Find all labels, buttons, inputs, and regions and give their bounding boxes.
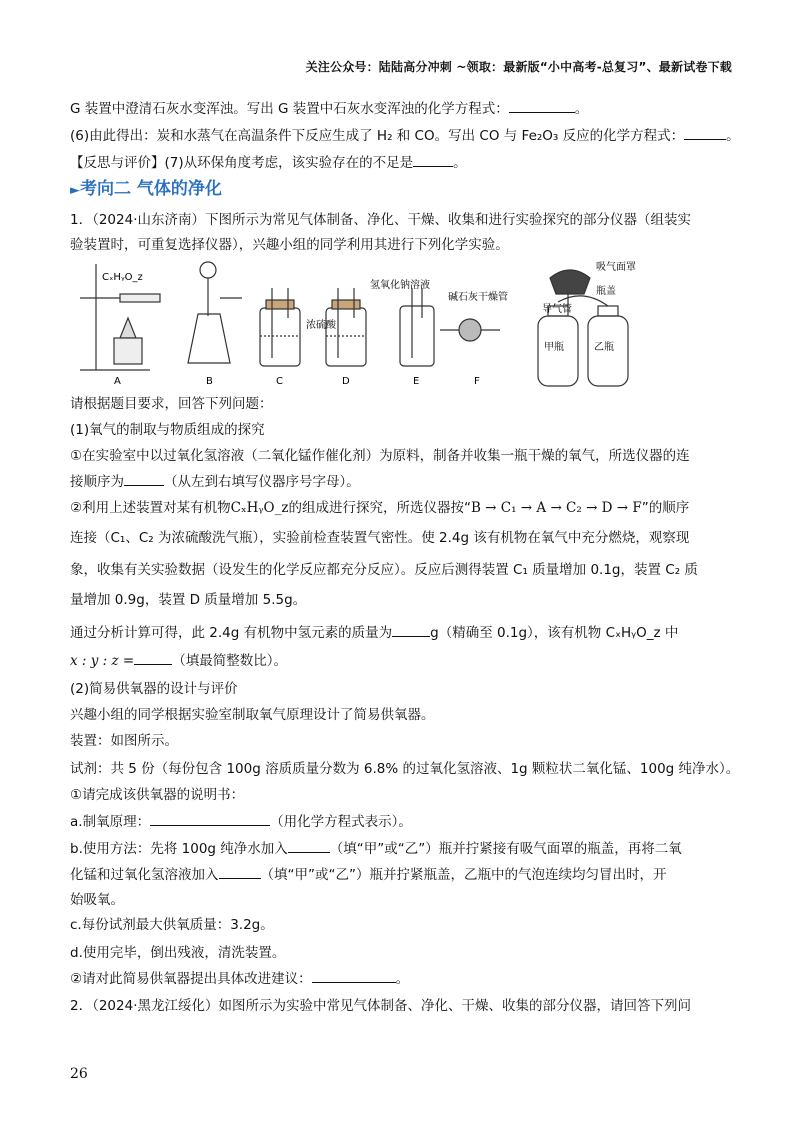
drying-tube-label: 碱石灰干燥管 — [448, 292, 508, 303]
bottle-yi-label: 乙瓶 — [594, 342, 614, 353]
text-line: ②利用上述装置对某有机物CₓHᵧO_z的组成进行探究，所选仪器按“B → C₁ → A → C₂ → D → F”的顺序 — [70, 500, 690, 516]
subpart-heading: (2)简易供氧器的设计与评价 — [70, 681, 238, 697]
cap-label: 瓶盖 — [596, 286, 616, 297]
figure-label-c: C — [276, 376, 283, 387]
text-line: 试剂：共 5 份（每份包含 100g 溶质质量分数为 6.8% 的过氧化氢溶液、1g 颗粒状二氧化锰、100g 纯净水）。 — [70, 761, 740, 777]
text-line: 请根据题目要求，回答下列问题： — [70, 396, 273, 412]
subpart-heading: (1)氧气的制取与物质组成的探究 — [70, 422, 265, 438]
text-line: G 装置中澄清石灰水变浑浊。写出 G 装置中石灰水变浑浊的化学方程式： 。 — [70, 101, 589, 117]
text-line: 连接（C₁、C₂ 为浓硫酸洗气瓶），实验前检查装置气密性。使 2.4g 该有机物在氧气中充分燃烧，观察现 — [70, 530, 690, 546]
text-line: 【反思与评价】(7)从环保角度考虑，该实验存在的不足是 。 — [70, 155, 467, 171]
figure-label-e: E — [413, 376, 420, 387]
text-line: a.制氧原理： （用化学方程式表示）。 — [70, 814, 412, 830]
question-2: 2．（2024·黑龙江绥化）如图所示为实验中常见气体制备、净化、干燥、收集的部分仪器，请回答下列问 — [70, 998, 691, 1014]
text-line: 兴趣小组的同学根据实验室制取氧气原理设计了简易供氧器。 — [70, 707, 435, 723]
page-header: 关注公众号：陆陆高分冲刺 ~领取：最新版“小中高考-总复习”、最新试卷下载 — [305, 60, 732, 74]
page-number: 26 — [70, 1066, 88, 1082]
section-heading: ►考向二 气体的净化 — [70, 179, 222, 199]
text-line: c.每份试剂最大供氧质量：3.2g。 — [70, 917, 274, 933]
text-line: 象，收集有关实验数据（设发生的化学反应都充分反应）。反应后测得装置 C₁ 质量增加 0.1g，装置 C₂ 质 — [70, 562, 698, 578]
tube-label: 导气管 — [542, 304, 572, 315]
acid-label: 浓硫酸 — [306, 320, 336, 331]
formula-label: CₓHᵧO_z — [102, 272, 143, 283]
text-line: 通过分析计算可得，此 2.4g 有机物中氢元素的质量为 g（精确至 0.1g），该有机物 CₓHᵧO_z 中 — [70, 625, 679, 641]
figure-label-b: B — [206, 376, 213, 387]
text-line: ①请完成该供氧器的说明书： — [70, 787, 245, 803]
text-line: 量增加 0.9g，装置 D 质量增加 5.5g。 — [70, 592, 307, 608]
text-line: 接顺序为 （从左到右填写仪器序号字母）。 — [70, 474, 360, 490]
text-line: (6)由此得出：炭和水蒸气在高温条件下反应生成了 H₂ 和 CO。写出 CO 与 Fe₂O₃ 反应的化学方程式： 。 — [70, 128, 740, 144]
figure-label-d: D — [342, 376, 350, 387]
mask-label: 吸气面罩 — [596, 262, 636, 273]
apparatus-drawing — [70, 258, 690, 388]
text-line: d.使用完毕，倒出残液，清洗装置。 — [70, 945, 286, 961]
text-line: 化锰和过氧化氢溶液加入 （填“甲”或“乙”）瓶并拧紧瓶盖，乙瓶中的气泡连续均匀冒出时，开 — [70, 867, 667, 883]
text-line: x : y : z = （填最简整数比）。 — [70, 653, 287, 669]
figure-label-a: A — [114, 376, 121, 387]
text-line: 装置：如图所示。 — [70, 733, 178, 749]
text-line: b.使用方法：先将 100g 纯净水加入 （填“甲”或“乙”）瓶并拧紧接有吸气面罩的瓶盖，再将二氧 — [70, 841, 682, 857]
text-line: ②请对此简易供氧器提出具体改进建议： 。 — [70, 971, 410, 987]
figure-label-f: F — [474, 376, 480, 387]
bottle-jia-label: 甲瓶 — [544, 342, 564, 353]
text-line: 验装置时，可重复选择仪器），兴趣小组的同学利用其进行下列化学实验。 — [70, 237, 509, 253]
apparatus-figure — [70, 258, 690, 388]
naoh-label: 氢氧化钠溶液 — [370, 280, 430, 291]
question-1: 1．（2024·山东济南）下图所示为常见气体制备、净化、干燥、收集和进行实验探究的部分仪器（组装实 — [70, 212, 691, 228]
text-line: ①在实验室中以过氧化氢溶液（二氧化锰作催化剂）为原料，制备并收集一瓶干燥的氧气，所选仪器的连 — [70, 448, 690, 464]
text-line: 始吸氧。 — [70, 892, 124, 908]
triangle-icon: ► — [70, 183, 80, 198]
